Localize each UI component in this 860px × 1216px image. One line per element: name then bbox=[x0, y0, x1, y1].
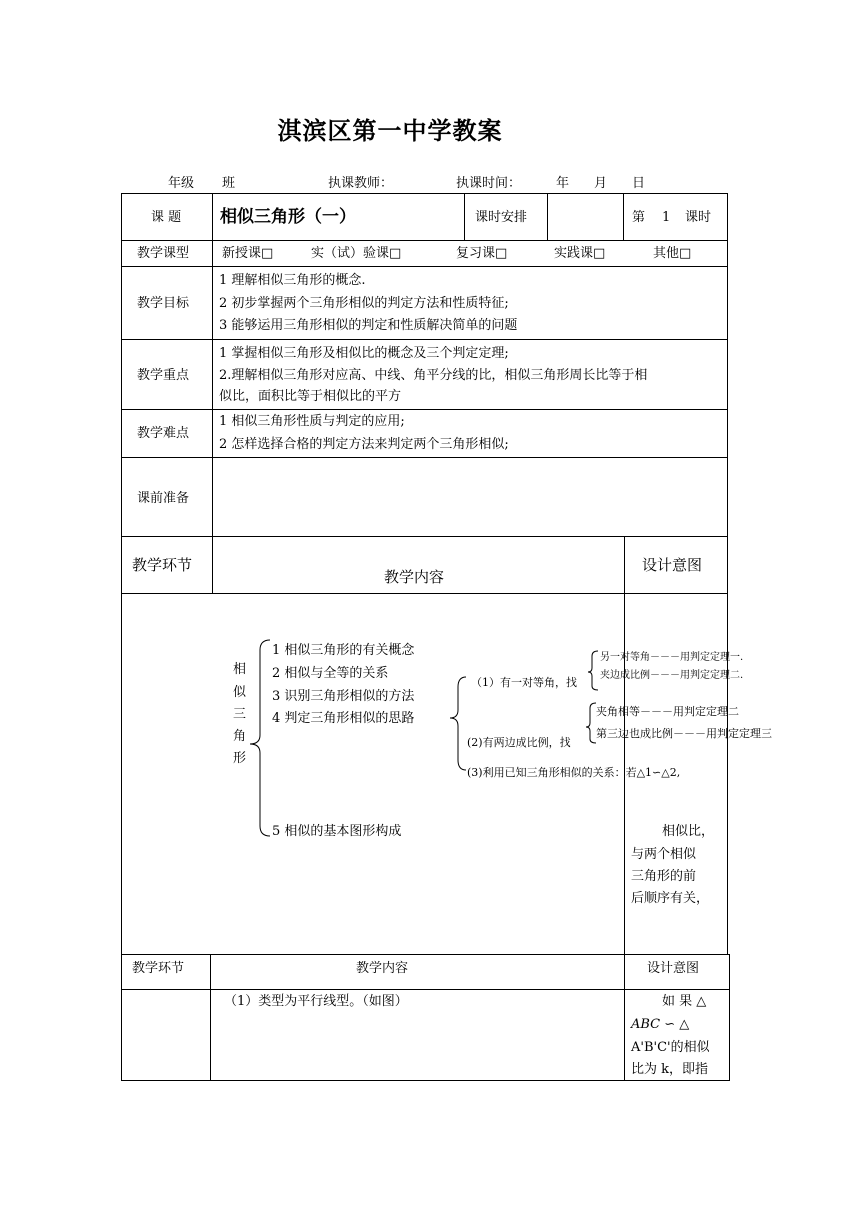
section2-col-content: 教学内容 bbox=[356, 961, 409, 976]
lesson-number: 1 bbox=[662, 210, 671, 225]
tree-vertical-char: 角 bbox=[233, 729, 247, 744]
branch-equal-angle: （1）有一对等角，找 bbox=[471, 676, 577, 689]
type-option-new[interactable]: 新授课□ bbox=[222, 246, 274, 261]
tree-vertical-char: 形 bbox=[233, 751, 247, 766]
time-label: 执课时间： bbox=[456, 176, 522, 191]
branch-proportional-sides: (2)有两边成比例，找 bbox=[467, 736, 571, 749]
section2-intent-line: ABC ∽ △ bbox=[631, 1017, 690, 1032]
tree-item: 3 识别三角形相似的方法 bbox=[272, 689, 415, 704]
year-label: 年 bbox=[556, 176, 570, 191]
topic-label: 课 题 bbox=[151, 210, 182, 225]
tree-item: 2 相似与全等的关系 bbox=[272, 666, 389, 681]
goal-item: 3 能够运用三角形相似的判定和性质解决简单的问题 bbox=[219, 318, 518, 333]
tree-vertical-char: 似 bbox=[233, 685, 247, 700]
type-option-other[interactable]: 其他□ bbox=[653, 246, 692, 261]
goals-label: 教学目标 bbox=[137, 296, 190, 311]
key-item: 似比，面积比等于相似比的平方 bbox=[219, 389, 402, 404]
tree-item: 5 相似的基本图形构成 bbox=[272, 824, 402, 839]
type-option-review[interactable]: 复习课□ bbox=[456, 246, 508, 261]
branch-equal-angle-sub: 另一对等角－－－用判定定理一. bbox=[600, 652, 744, 663]
tree-vertical-char: 三 bbox=[233, 707, 247, 722]
day-label: 日 bbox=[632, 176, 646, 191]
type-option-lab[interactable]: 实（试）验课□ bbox=[311, 246, 402, 261]
class-label: 班 bbox=[222, 176, 236, 191]
grade-label: 年级 bbox=[168, 176, 195, 191]
teacher-label: 执课教师： bbox=[328, 176, 394, 191]
difficult-label: 教学难点 bbox=[137, 426, 190, 441]
branch-equal-angle-sub: 夹边成比例－－－用判定定理二. bbox=[600, 670, 744, 681]
prep-label: 课前准备 bbox=[137, 491, 190, 506]
lesson-di: 第 bbox=[632, 210, 646, 225]
key-item: 1 掌握相似三角形及相似比的概念及三个判定定理; bbox=[219, 346, 509, 361]
goal-item: 2 初步掌握两个三角形相似的判定方法和性质特征; bbox=[219, 296, 509, 311]
section2-intent-line: A'B'C'的相似 bbox=[631, 1040, 710, 1055]
branch-known-similarity: (3)利用已知三角形相似的关系：若△1∽△2, bbox=[467, 766, 681, 779]
tree-item: 1 相似三角形的有关概念 bbox=[272, 643, 415, 658]
key-item: 2.理解相似三角形对应高、中线、角平分线的比，相似三角形周长比等于相 bbox=[219, 368, 648, 383]
difficult-item: 2 怎样选择合格的判定方法来判定两个三角形相似; bbox=[219, 437, 509, 452]
page-title: 淇滨区第一中学教案 bbox=[277, 116, 503, 145]
type-label: 教学课型 bbox=[137, 246, 190, 261]
lesson-unit: 课时 bbox=[685, 210, 712, 225]
difficult-item: 1 相似三角形性质与判定的应用; bbox=[219, 414, 405, 429]
goal-item: 1 理解相似三角形的概念. bbox=[219, 273, 366, 288]
intent-line: 三角形的前 bbox=[631, 869, 697, 884]
tree-vertical-char: 相 bbox=[233, 662, 247, 677]
intent-line: 相似比， bbox=[662, 824, 715, 839]
month-label: 月 bbox=[594, 176, 608, 191]
type-option-practice[interactable]: 实践课□ bbox=[554, 246, 606, 261]
section2-content: （1）类型为平行线型。（如图） bbox=[224, 994, 408, 1009]
intent-line: 后顺序有关， bbox=[631, 891, 710, 906]
section2-intent-line: 比为 k，即指 bbox=[631, 1062, 709, 1077]
intent-line: 与两个相似 bbox=[631, 847, 697, 862]
section1-col-intent: 设计意图 bbox=[642, 556, 703, 574]
key-label: 教学重点 bbox=[137, 368, 190, 383]
section2-col-intent: 设计意图 bbox=[647, 961, 700, 976]
topic-value: 相似三角形（一） bbox=[220, 207, 356, 227]
schedule-label: 课时安排 bbox=[475, 210, 528, 225]
section1-col-content: 教学内容 bbox=[384, 568, 445, 586]
section2-intent-line: 如 果 △ bbox=[662, 994, 707, 1009]
tree-item: 4 判定三角形相似的思路 bbox=[272, 711, 415, 726]
section1-col-stage: 教学环节 bbox=[132, 556, 193, 574]
section2-col-stage: 教学环节 bbox=[132, 961, 185, 976]
branch-proportional-sub: 第三边也成比例－－－用判定定理三 bbox=[596, 727, 772, 740]
branch-proportional-sub: 夹角相等－－－用判定定理二 bbox=[596, 705, 739, 718]
